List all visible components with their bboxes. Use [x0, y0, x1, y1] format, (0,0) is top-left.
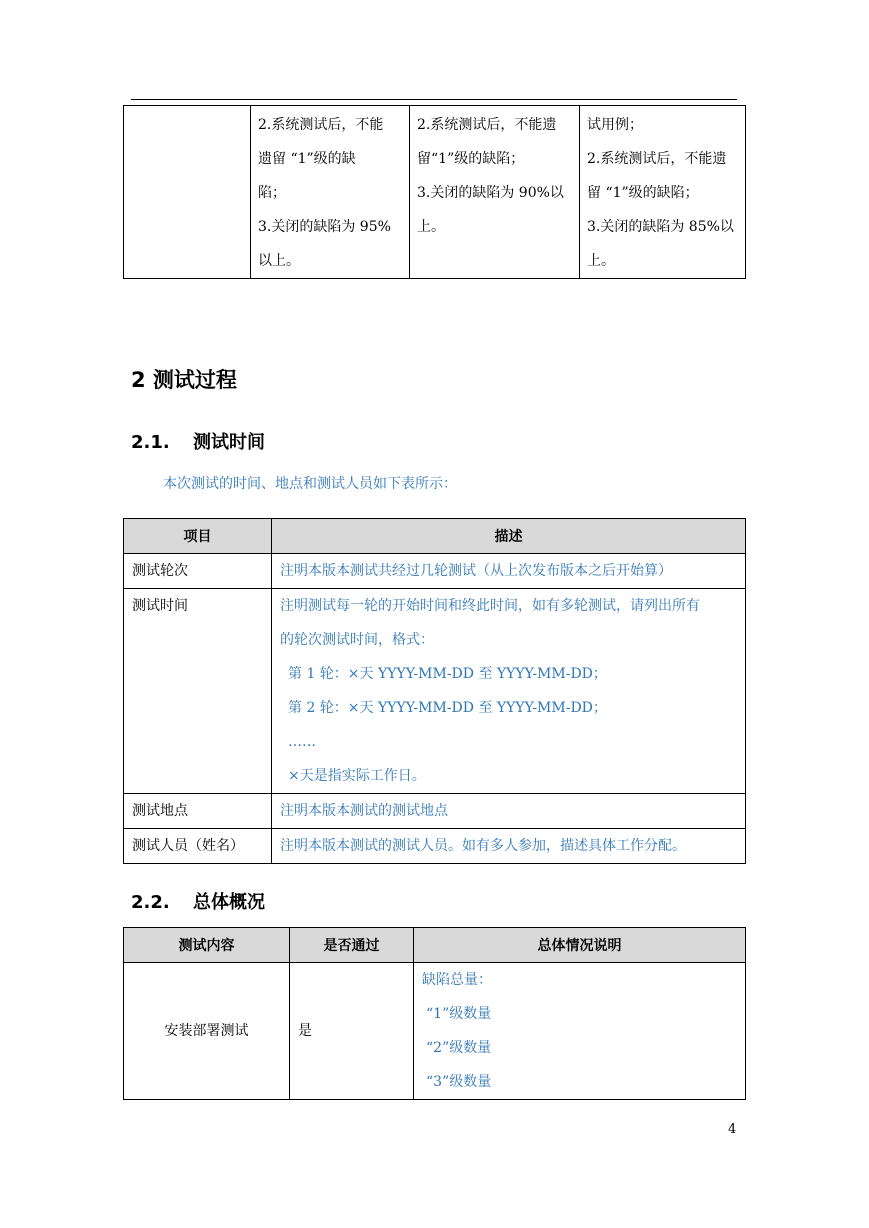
criteria-line: 2.系统测试后，不能遗	[587, 151, 727, 167]
criteria-line: 2.系统测试后，不能遗	[417, 117, 557, 133]
subsection-title: 总体概况	[193, 892, 265, 913]
description-line: ……	[288, 734, 316, 750]
summary-line: 缺陷总量：	[422, 972, 492, 988]
section-heading-test-process: 2 测试过程	[131, 368, 237, 392]
criteria-line: 上。	[587, 253, 615, 269]
summary-line: “3”级数量	[426, 1074, 492, 1090]
criteria-line: 留 “1”级的缺陷；	[587, 185, 699, 201]
criteria-line: 3.关闭的缺陷为 90%以	[417, 185, 564, 201]
table-row	[124, 589, 746, 794]
criteria-line: 陷；	[258, 185, 286, 201]
table-row	[124, 963, 746, 1100]
column-header-passed: 是否通过	[290, 928, 414, 963]
subsection-number: 2.1.	[131, 432, 170, 453]
description-line: 注明本版本测试的测试人员。如有多人参加，描述具体工作分配。	[280, 838, 686, 854]
row-label: 测试人员（姓名）	[124, 829, 272, 864]
criteria-line: 试用例；	[587, 117, 643, 133]
criteria-cell-system	[251, 106, 410, 279]
row-description	[272, 589, 746, 794]
test-content-cell: 安装部署测试	[124, 963, 290, 1100]
summary-line: “1”级数量	[426, 1006, 492, 1022]
criteria-table-continued	[123, 105, 746, 279]
summary-cell	[414, 963, 746, 1100]
description-line: 注明本版本测试的测试地点	[280, 803, 448, 819]
intro-paragraph: 本次测试的时间、地点和测试人员如下表所示：	[163, 476, 457, 492]
subsection-heading-overview	[131, 889, 265, 917]
row-description	[272, 554, 746, 589]
description-line: 第 1 轮：×天 YYYY-MM-DD 至 YYYY-MM-DD；	[288, 666, 607, 682]
column-header-description: 描述	[272, 519, 746, 554]
column-header-item: 项目	[124, 519, 272, 554]
description-line: 注明本版本测试共经过几轮测试（从上次发布版本之后开始算）	[280, 563, 672, 579]
description-line: ×天是指实际工作日。	[288, 768, 426, 784]
table-row	[124, 829, 746, 864]
criteria-cell-middle	[410, 106, 580, 279]
summary-line: “2”级数量	[426, 1040, 492, 1056]
criteria-cell-last	[580, 106, 746, 279]
page-number: 4	[728, 1122, 737, 1137]
criteria-cell-empty	[124, 106, 251, 279]
row-description	[272, 794, 746, 829]
subsection-heading-test-time	[131, 429, 265, 457]
description-line: 第 2 轮：×天 YYYY-MM-DD 至 YYYY-MM-DD；	[288, 700, 607, 716]
subsection-number: 2.2.	[131, 892, 170, 913]
criteria-line: 3.关闭的缺陷为 95%	[258, 219, 391, 235]
test-time-table	[123, 518, 746, 864]
criteria-line: 遗留 “1”级的缺	[258, 151, 356, 167]
row-label: 测试时间	[124, 589, 272, 794]
column-header-content: 测试内容	[124, 928, 290, 963]
passed-cell: 是	[290, 963, 414, 1100]
criteria-line: 上。	[417, 219, 445, 235]
header-rule	[131, 99, 737, 100]
criteria-line: 以上。	[258, 253, 300, 269]
subsection-title: 测试时间	[193, 432, 265, 453]
criteria-line: 留“1”级的缺陷；	[417, 151, 525, 167]
overview-table	[123, 927, 746, 1100]
description-line: 的轮次测试时间，格式：	[280, 632, 434, 648]
table-row	[124, 554, 746, 589]
row-description	[272, 829, 746, 864]
column-header-summary: 总体情况说明	[414, 928, 746, 963]
criteria-line: 2.系统测试后，不能	[258, 117, 384, 133]
description-line: 注明测试每一轮的开始时间和终此时间，如有多轮测试，请列出所有	[280, 598, 700, 614]
row-label: 测试轮次	[124, 554, 272, 589]
criteria-line: 3.关闭的缺陷为 85%以	[587, 219, 734, 235]
row-label: 测试地点	[124, 794, 272, 829]
table-row	[124, 794, 746, 829]
